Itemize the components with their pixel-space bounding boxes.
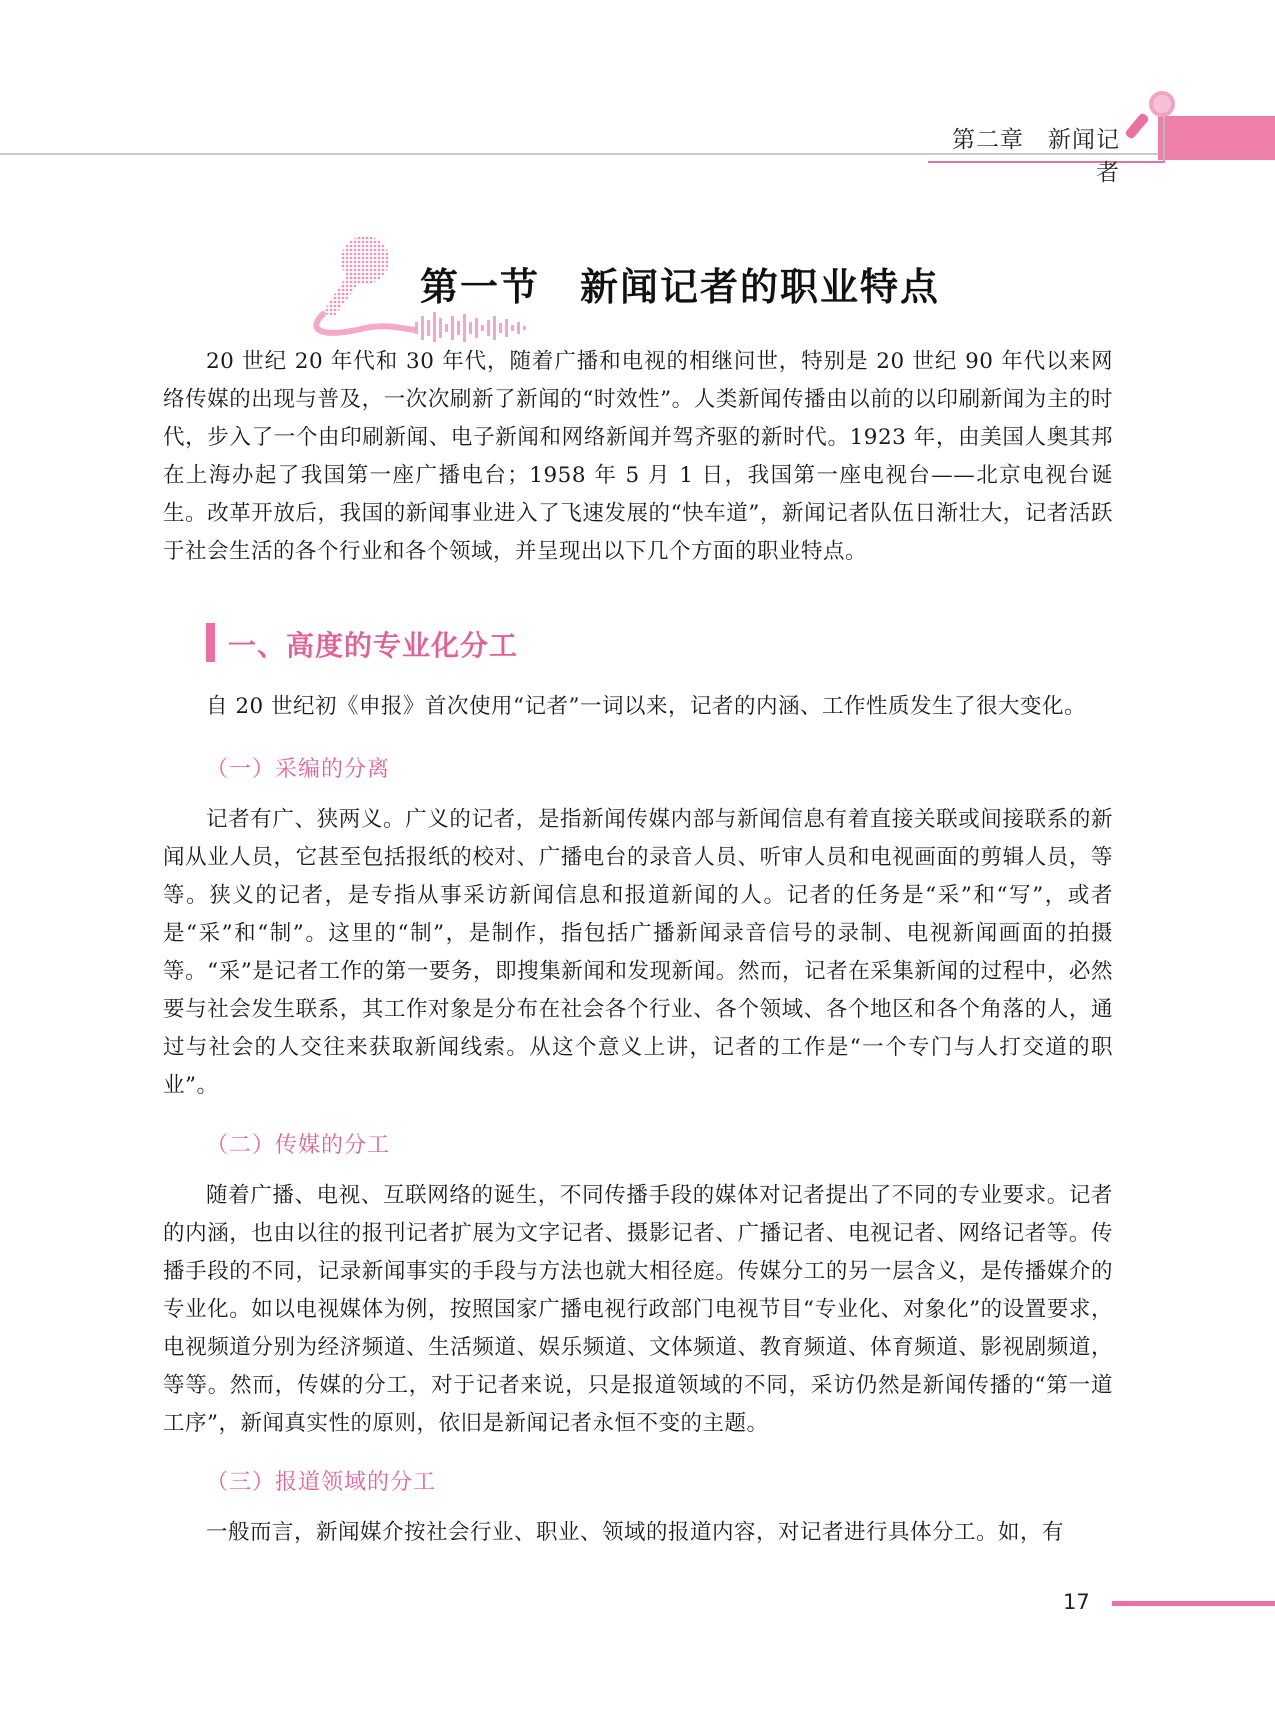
section-title: 第一节 新闻记者的职业特点 [420,265,941,309]
subsection-paragraph-2: 随着广播、电视、互联网络的诞生，不同传播手段的媒体对记者提出了不同的专业要求。记者的内涵，也由以往的报刊记者扩展为文字记者、摄影记者、广播记者、电视记者、网络记者等。传播手段的不同，记录新闻事实的手段与方法也就大相径庭。传媒分工的另一层含义，是传播媒介的专业化。如以电视媒体为例，按照国家广播电视行政部门电视节目“专业化、对象化”的设置要求，电视频道分别为经济频道、生活频道、娱乐频道、文体频道、教育频道、体育频道、影视剧频道，等等。然而，传媒的分工，对于记者来说，只是报道领域的不同，采访仍然是新闻传播的“第一道工序”，新闻真实性的原则，依旧是新闻记者永恒不变的主题。 [163,1183,1113,1436]
heading-bar [206,623,215,662]
subsection-paragraph-3: 一般而言，新闻媒介按社会行业、职业、领域的报道内容，对记者进行具体分工。如，有 [206,1520,1065,1545]
subsection-heading-2: （二）传媒的分工 [206,1133,391,1158]
heading-1-paragraph: 自 20 世纪初《申报》首次使用“记者”一词以来，记者的内涵、工作性质发生了很大变化。 [206,694,1087,719]
microphone-icon [1118,86,1182,150]
chapter-title: 第二章 新闻记者 [952,127,1120,186]
intro-paragraph: 20 世纪 20 年代和 30 年代，随着广播和电视的相继问世，特别是 20 世纪 90 年代以来网络传媒的出现与普及，一次次刷新了新闻的“时效性”。人类新闻传播由以前的以印刷新闻为主的时代，步入了一个由印刷新闻、电子新闻和网络新闻并驾齐驱的新时代。1923 年，由美国人奥其邦在上海办起了我国第一座广播电台；1958 年 5 月 1 日，我国第一座电视台——北京电视台诞生。改革开放后，我国的新闻事业进入了飞速发展的“快车道”，新闻记者队伍日渐壮大，记者活跃于社会生活的各个行业和各个领域，并呈现出以下几个方面的职业特点。 [163,349,1113,564]
page-number: 17 [1063,1590,1090,1614]
heading-1: 一、高度的专业化分工 [228,629,519,662]
subsection-paragraph-1: 记者有广、狭两义。广义的记者，是指新闻传媒内部与新闻信息有着直接关联或间接联系的新闻从业人员，它甚至包括报纸的校对、广播电台的录音人员、听审人员和电视画面的剪辑人员，等等。狭义的记者，是专指从事采访新闻信息和报道新闻的人。记者的任务是“采”和“写”，或者是“采”和“制”。这里的“制”，是制作，指包括广播新闻录音信号的录制、电视新闻画面的拍摄等。“采”是记者工作的第一要务，即搜集新闻和发现新闻。然而，记者在采集新闻的过程中，必然要与社会发生联系，其工作对象是分布在社会各个行业、各个领域、各个地区和各个角落的人，通过与社会的人交往来获取新闻线索。从这个意义上讲，记者的工作是“一个专门与人打交道的职业”。 [163,807,1113,1098]
subsection-heading-3: （三）报道领域的分工 [206,1470,437,1495]
footer-accent-line [1112,1601,1275,1606]
subsection-heading-1: （一）采编的分离 [206,757,391,782]
